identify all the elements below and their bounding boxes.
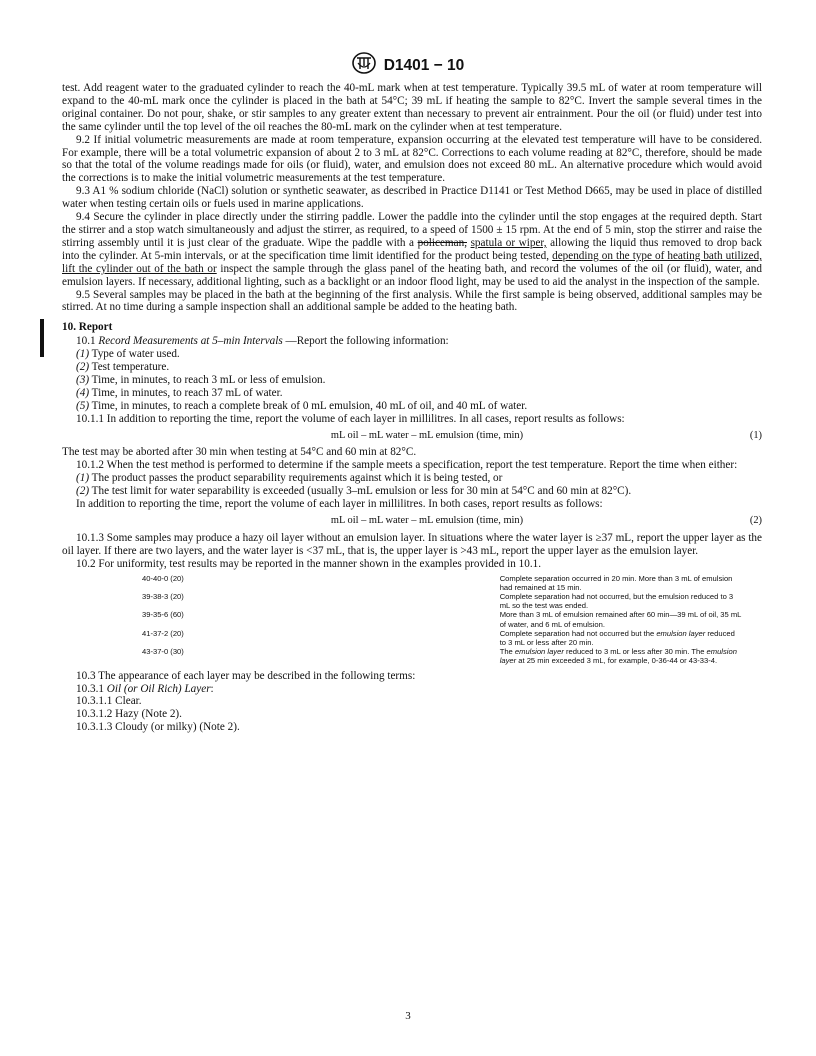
paragraph-10-3: 10.3 The appearance of each layer may be described in the following terms: bbox=[76, 669, 416, 682]
desc-text: reduced to 3 mL or less after 20 min. bbox=[499, 628, 735, 648]
list-item bbox=[62, 485, 762, 498]
paragraph-9-4-part-b: allowing the liquid thus removed to drop back into the cylinder. At 5-min intervals, or at the specification time limit identified for the product being tested, bbox=[62, 236, 763, 262]
example-description bbox=[500, 629, 742, 647]
paragraph-10-3-1 bbox=[62, 683, 762, 696]
list-item bbox=[62, 400, 762, 413]
example-description: Complete separation occurred in 20 min. More than 3 mL of emulsion had remained at 15 min. bbox=[499, 573, 733, 592]
example-description: More than 3 mL of emulsion remained after 60 min—39 mL of oil, 35 mL of water, and 6 mL of emulsion. bbox=[499, 610, 742, 629]
clause-text: —Report the following information: bbox=[285, 335, 449, 348]
list-text: The product passes the product separability requirements against which it is being tested, or bbox=[91, 472, 503, 485]
desc-text: at 25 min exceeded 3 mL, for example, 0-36-44 or 43-33-4. bbox=[516, 656, 718, 666]
equation-1 bbox=[62, 430, 762, 443]
equation-number: (2) bbox=[749, 515, 762, 526]
equation-expression: mL oil – mL water – mL emulsion (time, min) bbox=[330, 515, 524, 526]
document-designation: D1401 − 10 bbox=[383, 56, 465, 74]
list-number: (5) bbox=[76, 399, 90, 412]
desc-text: Complete separation had not occurred but the bbox=[499, 628, 657, 638]
list-item bbox=[62, 472, 762, 485]
inserted-text: depending on the type of heating bath utilized, lift the cylinder out of the bath or bbox=[62, 249, 762, 275]
list-item bbox=[62, 374, 762, 387]
paragraph-10-3-1-2: 10.3.1.2 Hazy (Note 2). bbox=[76, 708, 182, 721]
paragraph-9-4-part-c: inspect the sample through the glass panel of the heating bath, and record the volumes of the oil (or fluid), water, and emulsion layers. If necessary, additional lighting, such as a backlight or an indoor flood light, may be used to aid the analyst in the inspection of the sample. bbox=[62, 262, 762, 288]
paragraph-intro: test. Add reagent water to the graduated cylinder to reach the 40-mL mark when at test temperature. Typically 39.5 mL of water at room temperature will expand to the 40-mL mark once the cylinder is placed in the bath at 54°C; 39 mL if heating the sample to 82°C. Invert the sample several times in the original container. Do not pour, shake, or stir samples to any greater extent than necessary to prevent air entrainment. Pour the oil (or fluid) under test into the same cylinder until the top level of the oil reaches the 80-mL mark on the cylinder when at test temperature. bbox=[62, 82, 762, 133]
list-number: (1) bbox=[76, 348, 90, 361]
list-text: The test limit for water separability is exceeded (usually 3–mL emulsion or less for 30 min at 54°C and 60 min at 82°C). bbox=[91, 485, 632, 498]
example-code: 43-37-0 (30) bbox=[142, 647, 184, 657]
clause-colon: : bbox=[210, 682, 214, 695]
astm-logo-icon bbox=[352, 52, 376, 79]
table-row bbox=[142, 629, 742, 647]
document-body bbox=[62, 82, 762, 734]
list-text: Test temperature. bbox=[91, 361, 170, 374]
list-number: (2) bbox=[76, 361, 90, 374]
example-code: 41-37-2 (20) bbox=[142, 628, 184, 638]
paragraph-9-4 bbox=[62, 211, 762, 288]
list-item bbox=[62, 387, 762, 400]
desc-term: emulsion layer bbox=[514, 647, 564, 657]
list-number: (4) bbox=[76, 386, 90, 399]
example-code: 39-35-6 (60) bbox=[142, 610, 184, 620]
paragraph-10-3-1-3: 10.3.1.3 Cloudy (or milky) (Note 2). bbox=[76, 721, 240, 734]
desc-text: reduced to 3 mL or less after 30 min. The bbox=[563, 647, 707, 657]
list-item bbox=[62, 361, 762, 374]
example-description: Complete separation had not occurred, but the emulsion reduced to 3 mL so the test was ended. bbox=[499, 592, 734, 611]
equation-expression: mL oil – mL water – mL emulsion (time, min) bbox=[330, 429, 524, 441]
paragraph-9-5: 9.5 Several samples may be placed in the bath at the beginning of the first analysis. While the first sample is being observed, additional samples may be stirred. At no time during a sample inspection shall an additional sample be added to the heating bath. bbox=[62, 288, 762, 314]
examples-table bbox=[142, 574, 742, 666]
section-heading-report: 10. Report bbox=[62, 321, 113, 334]
paragraph-10-1-3: 10.1.3 Some samples may produce a hazy oil layer without an emulsion layer. In situations where the water layer is ≥37 mL, report the upper layer as the oil layer. If there are two layers, and the water layer is <37 mL, that is, the upper layer is >43 mL, report the upper layer as the emulsion layer. bbox=[62, 531, 762, 557]
table-row bbox=[142, 574, 742, 592]
clause-title: Oil (or Oil Rich) Layer bbox=[106, 682, 211, 695]
table-row bbox=[142, 647, 742, 665]
paragraph-10-1-1: 10.1.1 In addition to reporting the time, report the volume of each layer in millilitres. In all cases, report results as follows: bbox=[76, 412, 625, 425]
paragraph-9-3: 9.3 A1 % sodium chloride (NaCl) solution or synthetic seawater, as described in Practice D1141 or Test Method D665, may be used in place of distilled water when testing certain oils or fuels used in marine applications. bbox=[62, 185, 762, 211]
example-code: 40-40-0 (20) bbox=[142, 573, 184, 583]
list-item bbox=[62, 348, 762, 361]
list-text: Time, in minutes, to reach a complete break of 0 mL emulsion, 40 mL of oil, and 40 mL of water. bbox=[91, 399, 528, 412]
revision-change-bar bbox=[40, 319, 44, 357]
list-text: Time, in minutes, to reach 37 mL of water. bbox=[91, 386, 283, 399]
paragraph-9-4-part-a: 9.4 Secure the cylinder in place directly under the stirring paddle. Lower the paddle into the cylinder until the stop engages at the required depth. Start the stirrer and a stop watch simultaneously and adjust the stirrer, as required, to a speed of 1500 ± 15 rpm. At the end of 5 min, stop the stirrer and raise the stirring assembly until it is just clear of the graduate. Wipe the paddle with a bbox=[62, 211, 762, 249]
table-row bbox=[142, 592, 742, 610]
paragraph-10-1-2: 10.1.2 When the test method is performed to determine if the sample meets a specification, report the test temperature. Report the time when either: bbox=[76, 459, 738, 472]
paragraph-abort: The test may be aborted after 30 min when testing at 54°C and 60 min at 82°C. bbox=[62, 446, 417, 459]
example-description bbox=[500, 647, 742, 665]
clause-title: Record Measurements at 5–min Intervals bbox=[98, 335, 283, 348]
desc-term: emulsion layer bbox=[499, 647, 737, 666]
clause-number: 10.1 bbox=[76, 335, 96, 348]
equation-number: (1) bbox=[749, 429, 762, 441]
paragraph-10-3-1-1: 10.3.1.1 Clear. bbox=[76, 695, 142, 708]
equation-2 bbox=[62, 515, 762, 528]
clause-number: 10.3.1 bbox=[76, 682, 104, 695]
inserted-text: spatula or wiper, bbox=[470, 236, 547, 249]
page-header bbox=[62, 52, 754, 79]
list-text: Time, in minutes, to reach 3 mL or less of emulsion. bbox=[91, 373, 326, 386]
example-code: 39-38-3 (20) bbox=[142, 592, 184, 602]
desc-text: The bbox=[499, 647, 515, 657]
deleted-text: policeman, bbox=[417, 236, 467, 249]
desc-term: emulsion layer bbox=[656, 628, 706, 638]
list-number: (2) bbox=[76, 485, 90, 498]
paragraph-10-2: 10.2 For uniformity, test results may be reported in the manner shown in the examples provided in 10.1. bbox=[76, 557, 542, 570]
paragraph-9-2: 9.2 If initial volumetric measurements are made at room temperature, expansion occurring at the elevated test temperature will have to be considered. For example, there will be a total volumetric expansion of about 2 to 3 mL at 82°C. Corrections to each volume reading at 82°C, therefore, should be made so that the total of the volume readings made for oils (or fluid), water, and emulsion does not exceed 80 mL. An alternative procedure which would avoid the corrections is to make the initial volumetric measurements at the test temperature. bbox=[62, 133, 762, 185]
table-row bbox=[142, 610, 742, 628]
list-number: (3) bbox=[76, 373, 90, 386]
paragraph-10-1 bbox=[62, 335, 762, 348]
list-number: (1) bbox=[76, 472, 90, 485]
paragraph-addition: In addition to reporting the time, report the volume of each layer in millilitres. In both cases, report results as follows: bbox=[76, 498, 603, 511]
page-number: 3 bbox=[405, 1010, 411, 1022]
list-text: Type of water used. bbox=[91, 348, 180, 361]
